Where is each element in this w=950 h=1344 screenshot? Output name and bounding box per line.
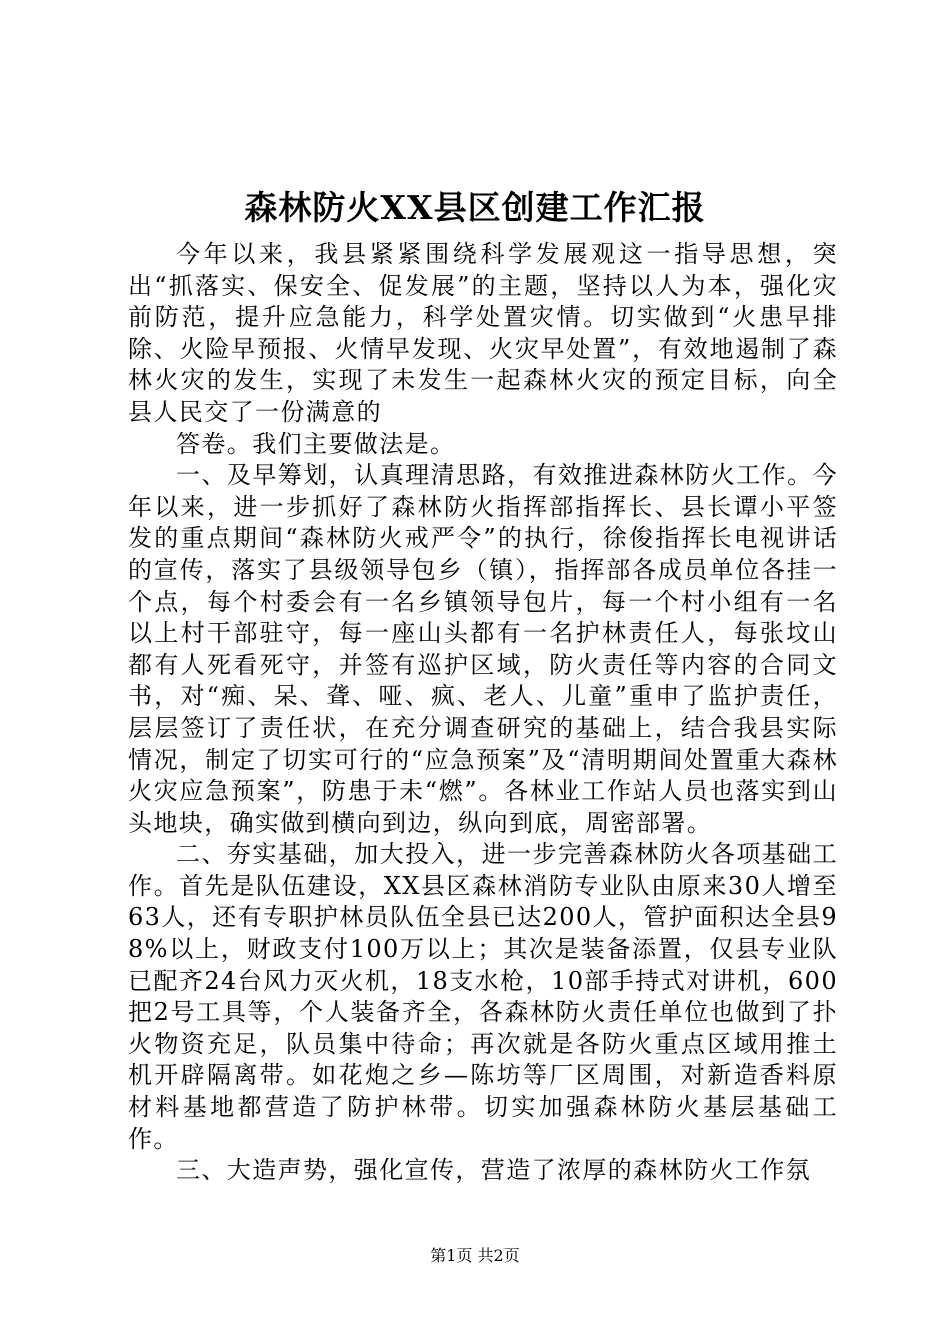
paragraph-intro: 今年以来，我县紧紧围绕科学发展观这一指导思想，突出“抓落实、保安全、促发展”的主题，坚持以人为本，强化灾前防范，提升应急能力，科学处置灾情。切实做到“火患早排除、火险早预报、火情早发现、火灾早处置”，有效地遏制了森林火灾的发生，实现了未发生一起森林火灾的预定目标，向全县人民交了一份满意的 — [128, 240, 838, 426]
document-title: 森林防火XX县区创建工作汇报 — [244, 188, 706, 227]
paragraph-section-three: 三、大造声势，强化宣传，营造了浓厚的森林防火工作氛 — [176, 1156, 811, 1185]
paragraph-section-one: 一、及早筹划，认真理清思路，有效推进森林防火工作。今年以来，进一步抓好了森林防火指挥部指挥长、县长谭小平签发的重点期间“森林防火戒严令”的执行，徐俊指挥长电视讲话的宣传，落实了县级领导包乡（镇），指挥部各成员单位各挂一个点，每个村委会有一名乡镇领导包片，每一个村小组有一名以上村干部驻守，每一座山头都有一名护林责任人，每张坟山都有人死看死守，并签有巡护区域，防火责任等内容的合同文书，对“痴、呆、聋、哑、疯、老人、儿童”重申了监护责任，层层签订了责任状，在充分调查研究的基础上，结合我县实际情况，制定了切实可行的“应急预案”及“清明期间处置重大森林火灾应急预案”，防患于未“燃”。各林业工作站人员也落实到山头地块，确实做到横向到边，纵向到底，周密部署。 — [128, 461, 838, 837]
paragraph-section-two: 二、夯实基础，加大投入，进一步完善森林防火各项基础工作。首先是队伍建设，XX县区森林消防专业队由原来30人增至63人，还有专职护林员队伍全县已达200人，管护面积达全县98%以上，财政支付100万以上；其次是装备添置，仅县专业队已配齐24台风力灭火机，18支水枪，10部手持式对讲机，600把2号工具等，个人装备齐全，各森林防火责任单位也做到了扑火物资充足，队员集中待命；再次就是各防火重点区域用推土机开辟隔离带。如花炮之乡—陈坊等厂区周围，对新造香料原材料基地都营造了防护林带。切实加强森林防火基层基础工作。 — [128, 840, 838, 1153]
document-body — [128, 239, 838, 1187]
paragraph-intro-continued: 答卷。我们主要做法是。 — [176, 429, 456, 458]
page-number-footer: 第1页 共2页 — [430, 1246, 520, 1265]
